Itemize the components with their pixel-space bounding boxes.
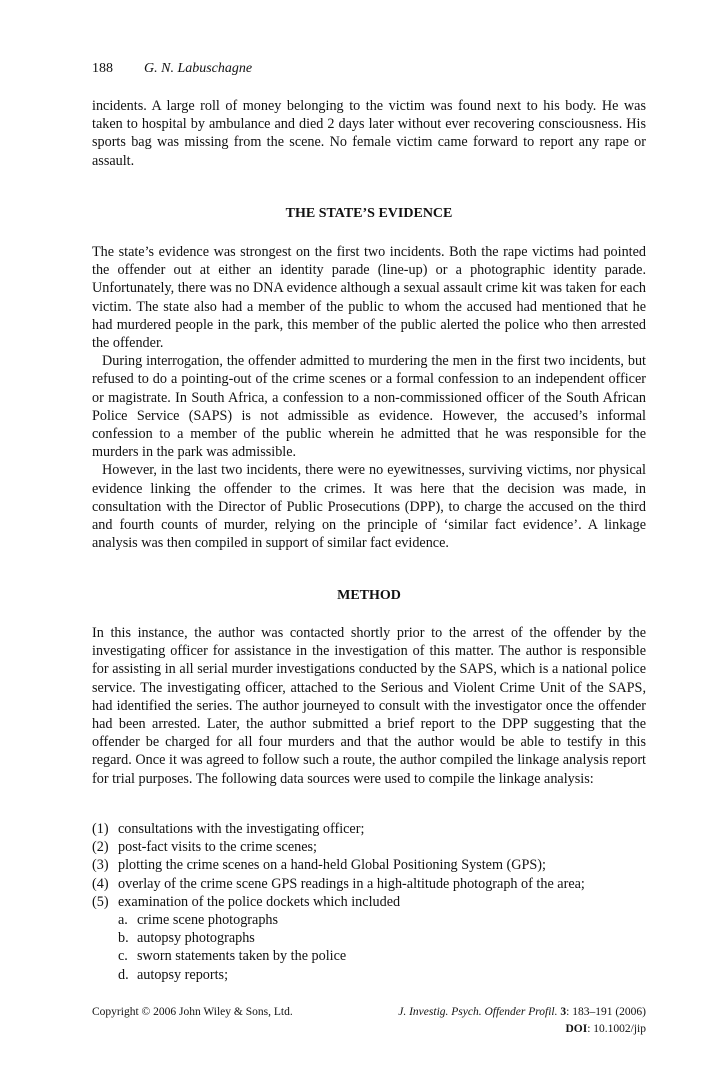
list-item: (4) overlay of the crime scene GPS readings in a high-altitude photograph of the area;: [92, 875, 585, 892]
section-heading: THE STATE’S EVIDENCE: [285, 206, 453, 221]
body-paragraph: During interrogation, the offender admitted to murdering the men in the first two incidents, but refused to do a pointing-out of the crime scenes or a formal confession to an independent officer or magistrate. In South Africa, a confession to a non-commissioned officer of the South African Police Service (SAPS) is not admissible as evidence. However, the accused’s informal confession to a member of the public wherein he admitted that he was responsible for the murders in the park was admissible.: [92, 353, 646, 461]
running-head: [92, 60, 252, 78]
body-paragraph: The state’s evidence was strongest on the first two incidents. Both the rape victims had pointed the offender out at either an identity parade (line-up) or a photographic identity parade. Unfortunately, there was no DNA evidence although a sexual assault crime kit was taken for each victim. The state also had a member of the public to whom the accused had mentioned that he had murdered people in the park, this member of the public alerted the police who then arrested the offender.: [92, 244, 646, 352]
page-number: 188: [92, 61, 113, 76]
copyright-notice: Copyright © 2006 John Wiley & Sons, Ltd.: [92, 1006, 293, 1018]
doi: DOI: 10.1002/jip: [565, 1023, 646, 1035]
body-paragraph: In this instance, the author was contacted shortly prior to the arrest of the offender by the investigating officer for assistance in the investigation of this matter. The author is responsible for assisting in all serial murder investigations conducted by the SAPS, which is a national police service. The investigating officer, attached to the Serious and Violent Crime Unit of the SAPS, had identified the series. The author journeyed to consult with the investigator once the offender had been arrested. Later, the author submitted a brief report to the DPP suggesting that the offender be charged for all four murders and that the author would be able to testify in this regard. Once it was agreed to follow such a route, the author compiled the linkage analysis report for trial purposes. The following data sources were used to compile the linkage analysis:: [92, 625, 646, 787]
sub-list-item: d. autopsy reports;: [118, 966, 229, 983]
journal-citation: J. Investig. Psych. Offender Profil. 3: 183–191 (2006): [398, 1006, 646, 1018]
list-item: (5) examination of the police dockets which included a. crime scene photographs b. autopsy photographs c. sworn statements taken by the police d. autopsy reports;: [92, 893, 646, 984]
section-method: [92, 587, 646, 605]
sub-list-item: c. sworn statements taken by the police: [118, 948, 347, 965]
sub-list-item: a. crime scene photographs: [118, 912, 279, 929]
method-body: [92, 624, 646, 788]
running-head-author: G. N. Labuschagne: [144, 61, 253, 76]
list-item: (1) consultations with the investigating officer;: [92, 821, 365, 837]
section-heading: METHOD: [337, 588, 401, 603]
data-sources-list-block: [92, 820, 646, 984]
docket-items-list: [118, 911, 646, 984]
list-item: (2) post-fact visits to the crime scenes;: [92, 839, 317, 856]
body-paragraph: However, in the last two incidents, there were no eyewitnesses, surviving victims, nor physical evidence linking the offender to the crimes. It was here that the decision was made, in consultation with the Director of Public Prosecutions (DPP), to charge the accused on the third and fourth counts of murder, relying on the principle of ‘similar fact evidence’. A linkage analysis was then compiled in support of similar fact evidence.: [92, 462, 646, 552]
data-sources-list: [92, 820, 646, 984]
intro-paragraph: incidents. A large roll of money belonging to the victim was found next to his body. He was taken to hospital by ambulance and died 2 days later without ever recovering consciousness. His sports bag was missing from the scene. No female victim came forward to report any rape or assault.: [92, 98, 646, 169]
section-states-evidence: [92, 205, 646, 223]
sub-list-item: b. autopsy photographs: [118, 930, 255, 947]
states-evidence-body: [92, 243, 646, 552]
intro-block: [92, 97, 646, 170]
list-item: (3) plotting the crime scenes on a hand-held Global Positioning System (GPS);: [92, 857, 546, 874]
